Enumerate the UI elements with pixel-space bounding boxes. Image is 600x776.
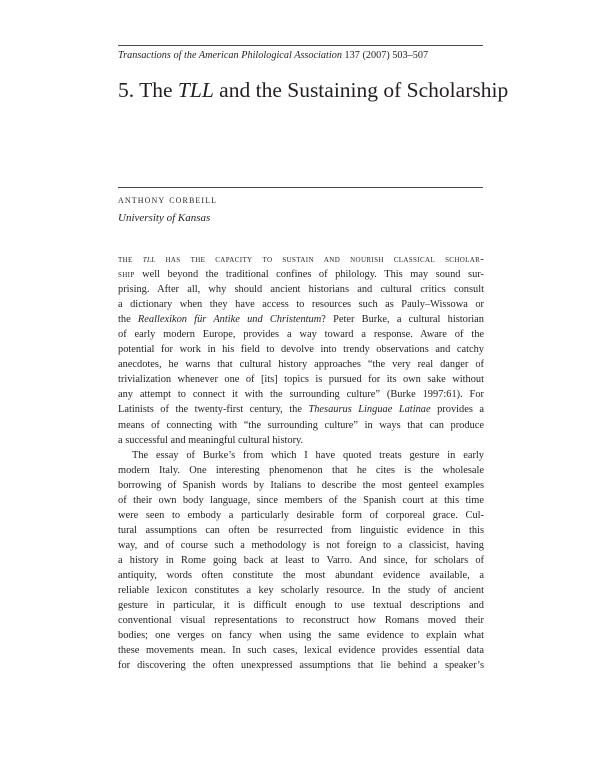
body-line: were seen to embody a particularly desirable form of corporeal grace. Cul- [118,509,484,521]
body-line: potential for work in his field to devolve into trendy observations and catchy [118,344,484,356]
body-line: anecdotes, he warns that cultural history approaches “the very real danger of [118,359,484,371]
body-line: antiquity, words often constitute the most abundant evidence available, a [118,569,484,581]
body-line: the tll has the capacity to sustain and nourish classical scholar- [118,254,484,265]
body-line: the Reallexikon für Antike und Christentum? Peter Burke, a cultural historian [118,314,484,326]
body-line: gesture in particular, it is difficult enough to use textual descriptions and [118,600,484,612]
body-line: conventional visual representations to reconstruct how Romans moved their [118,615,484,627]
author-name: anthony corbeill [118,194,218,206]
article-body [118,252,484,673]
body-line: modern Italy. One interesting phenomenon that he cites is the wholesale [118,464,484,476]
body-line: of their own body language, since members of the Spanish court at this time [118,494,484,506]
body-line: prising. After all, why should ancient historians and cultural critics consult [118,284,484,296]
body-line: ship well beyond the traditional confines of philology. This may sound sur- [118,269,484,281]
body-line: these movements mean. In such cases, lexical evidence provides essential data [118,645,484,657]
body-line: Latinists of the twenty-first century, the Thesaurus Linguae Latinae provides a [118,404,485,416]
body-line: borrowing of Spanish words by Italians to describe the most genteel examples [118,479,484,491]
journal-name: Transactions of the American Philological Association [118,50,342,61]
journal-citation: 137 (2007) 503–507 [344,50,429,61]
body-line: The essay of Burke’s from which I have quoted treats gesture in early [132,449,484,461]
author-affiliation: University of Kansas [118,212,211,224]
title-rule [118,187,483,188]
body-line: bodies; one verges on fancy when using the same evidence to explain what [118,630,484,642]
body-line: a successful and meaningful cultural history. [118,434,304,446]
body-line: tural assumptions can often be resurrected from linguistic evidence in this [118,524,484,536]
body-line: trivialization whenever one of [its] topics is pursued for its own sake without [118,374,484,386]
body-line: for discovering the often unexpressed assumptions that lie behind a speaker’s [118,660,484,672]
title-number: 5. The [118,78,173,102]
title-rest: and the Sustaining of Scholarship [219,78,509,102]
title-italic: TLL [177,78,214,102]
body-line: any attempt to connect it with the surrounding culture” (Burke 1997:61). For [118,389,484,401]
running-head [118,50,488,61]
article-title [118,78,508,103]
body-line: of early modern Europe, provides a way toward a response. Aware of the [118,329,484,341]
header-rule [118,45,483,46]
body-line: means of connecting with “the surrounding culture” in ways that can produce [118,419,484,431]
body-line: way, and of course such a methodology is not foreign to a classicist, having [118,539,484,551]
body-line: reliable lexicon constitutes a key scholarly resource. In the study of ancient [118,585,484,597]
body-line: a dictionary when they have access to resources such as Pauly–Wissowa or [118,299,484,311]
body-line: a history in Rome going back at least to Varro. And since, for scholars of [118,554,484,566]
